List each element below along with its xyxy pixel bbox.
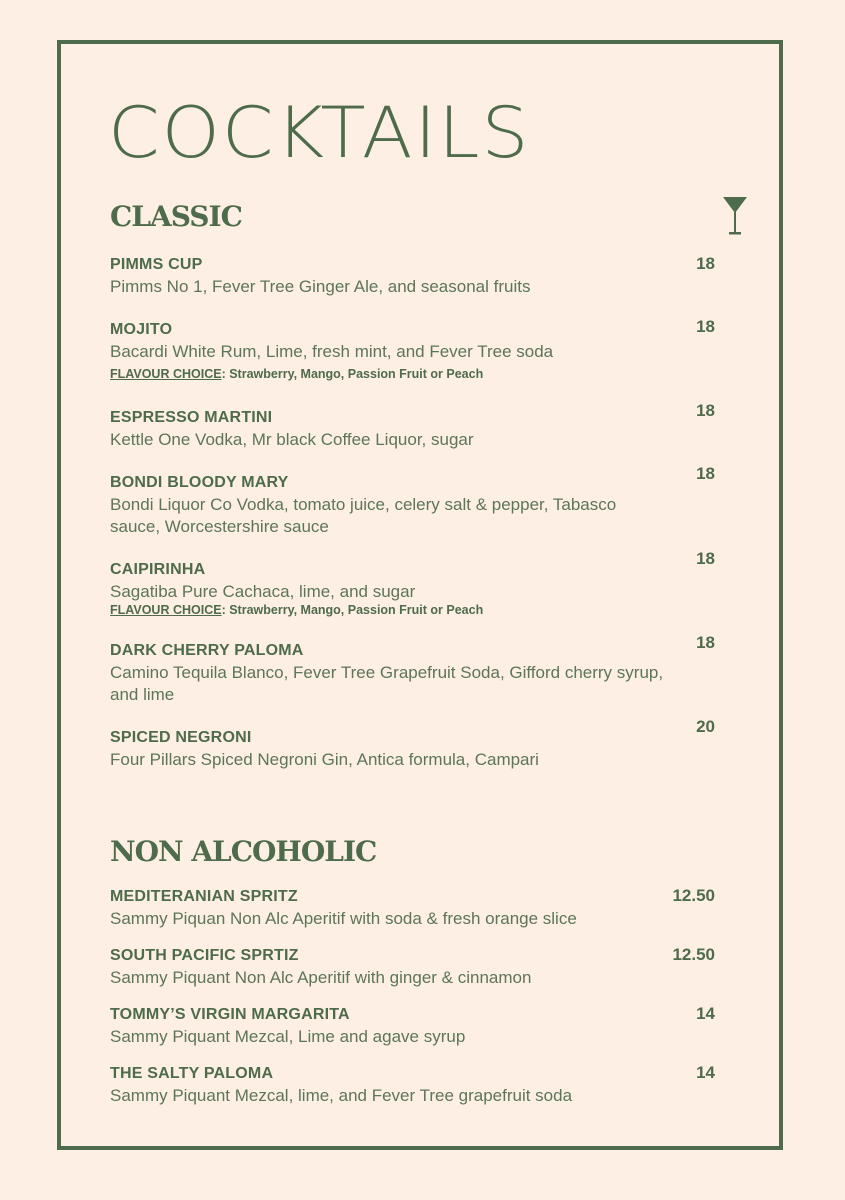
item-description: Sammy Piquant Mezcal, lime, and Fever Tree grapefruit soda — [110, 1086, 573, 1105]
item-description: Four Pillars Spiced Negroni Gin, Antica formula, Campari — [110, 750, 539, 769]
menu-item — [110, 1004, 750, 1048]
flavour-choice — [110, 365, 750, 383]
item-price: 18 — [696, 401, 715, 420]
item-description: Sammy Piquant Non Alc Aperitif with ginger & cinnamon — [110, 968, 532, 987]
item-name: TOMMY’S VIRGIN MARGARITA — [110, 1006, 350, 1023]
menu-item — [110, 464, 750, 538]
item-price: 20 — [696, 717, 715, 736]
item-price: 18 — [696, 549, 715, 568]
menu-item — [110, 549, 750, 619]
section-heading-classic: CLASSIC — [110, 200, 242, 233]
item-description: Bacardi White Rum, Lime, fresh mint, and Fever Tree soda — [110, 342, 554, 361]
item-name: BONDI BLOODY MARY — [110, 474, 289, 491]
item-description: Sammy Piquant Mezcal, Lime and agave syrup — [110, 1027, 466, 1046]
flavour-choice — [110, 601, 750, 619]
flavour-label: FLAVOUR CHOICE — [110, 367, 222, 381]
item-name: THE SALTY PALOMA — [110, 1065, 274, 1082]
item-name: ESPRESSO MARTINI — [110, 409, 273, 426]
item-price: 18 — [696, 633, 715, 652]
menu-item — [110, 945, 750, 989]
item-name: SOUTH PACIFIC SPRTIZ — [110, 947, 299, 964]
menu-item — [110, 633, 750, 706]
item-price: 18 — [696, 317, 715, 336]
menu-item — [110, 717, 750, 771]
item-name: MEDITERANIAN SPRITZ — [110, 888, 298, 905]
flavour-label: FLAVOUR CHOICE — [110, 603, 222, 617]
item-price: 14 — [696, 1063, 715, 1082]
flavour-options: : Strawberry, Mango, Passion Fruit or Peach — [221, 603, 484, 617]
item-price: 14 — [696, 1004, 715, 1023]
item-price: 18 — [696, 254, 715, 273]
menu-item — [110, 319, 750, 383]
item-price: 12.50 — [672, 945, 715, 964]
item-name: CAIPIRINHA — [110, 561, 206, 578]
item-description: Bondi Liquor Co Vodka, tomato juice, celery salt & pepper, Tabasco sauce, Worcestershire sauce — [110, 495, 617, 536]
flavour-options: : Strawberry, Mango, Passion Fruit or Peach — [221, 367, 484, 381]
item-price: 12.50 — [672, 886, 715, 905]
item-description: Sammy Piquan Non Alc Aperitif with soda & fresh orange slice — [110, 909, 577, 928]
item-description: Pimms No 1, Fever Tree Ginger Ale, and seasonal fruits — [110, 277, 531, 296]
item-price: 18 — [696, 464, 715, 483]
menu-item — [110, 254, 750, 298]
menu-item — [110, 886, 750, 930]
item-name: SPICED NEGRONI — [110, 729, 252, 746]
martini-glass-icon — [722, 196, 748, 238]
item-name: DARK CHERRY PALOMA — [110, 642, 304, 659]
menu-item — [110, 401, 750, 451]
item-name: MOJITO — [110, 321, 173, 338]
item-description: Kettle One Vodka, Mr black Coffee Liquor, sugar — [110, 430, 474, 449]
item-description: Camino Tequila Blanco, Fever Tree Grapefruit Soda, Gifford cherry syrup, and lime — [110, 663, 664, 704]
page-title: COCKTAILS — [108, 92, 531, 174]
menu-item — [110, 1063, 750, 1107]
item-name: PIMMS CUP — [110, 256, 203, 273]
section-heading-non-alcoholic: NON ALCOHOLIC — [110, 835, 377, 868]
item-description: Sagatiba Pure Cachaca, lime, and sugar — [110, 582, 416, 601]
